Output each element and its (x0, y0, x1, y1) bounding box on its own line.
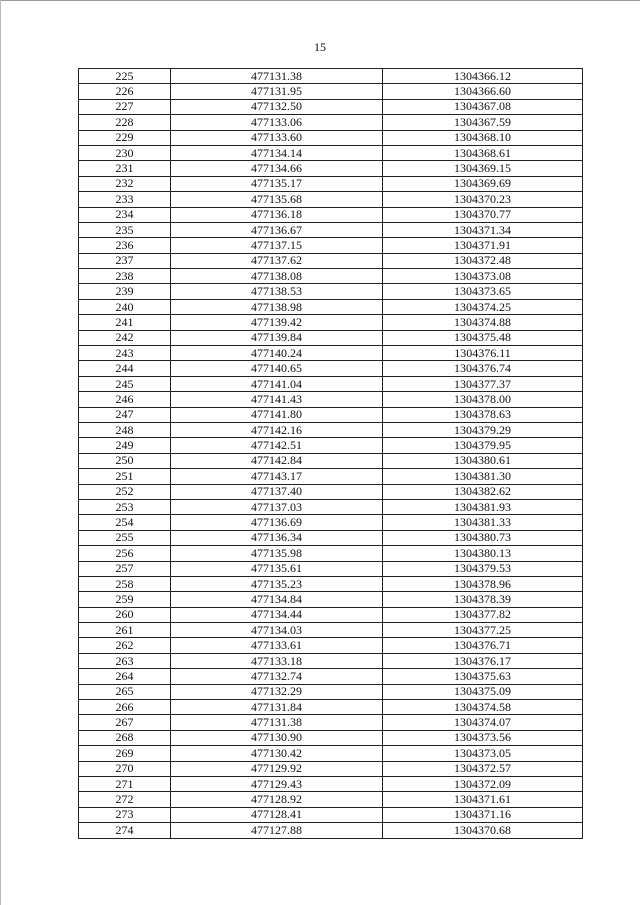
y-coordinate-cell: 1304367.59 (383, 115, 583, 130)
point-number-cell: 237 (79, 253, 171, 268)
table-row (79, 176, 583, 191)
table-row (79, 561, 583, 576)
point-number-cell: 272 (79, 792, 171, 807)
y-coordinate-cell: 1304382.62 (383, 484, 583, 499)
x-coordinate-cell: 477131.95 (171, 84, 383, 99)
point-number-cell: 255 (79, 530, 171, 545)
x-coordinate-cell: 477129.43 (171, 776, 383, 791)
table-row (79, 438, 583, 453)
point-number-cell: 250 (79, 453, 171, 468)
table-row (79, 607, 583, 622)
x-coordinate-cell: 477136.69 (171, 515, 383, 530)
point-number-cell: 245 (79, 376, 171, 391)
point-number-cell: 226 (79, 84, 171, 99)
y-coordinate-cell: 1304381.33 (383, 515, 583, 530)
x-coordinate-cell: 477132.50 (171, 99, 383, 114)
x-coordinate-cell: 477135.23 (171, 576, 383, 591)
y-coordinate-cell: 1304370.68 (383, 823, 583, 838)
point-number-cell: 271 (79, 776, 171, 791)
x-coordinate-cell: 477141.80 (171, 407, 383, 422)
y-coordinate-cell: 1304377.82 (383, 607, 583, 622)
y-coordinate-cell: 1304376.17 (383, 653, 583, 668)
x-coordinate-cell: 477132.74 (171, 669, 383, 684)
table-row (79, 253, 583, 268)
table-row (79, 407, 583, 422)
table-row (79, 115, 583, 130)
x-coordinate-cell: 477133.18 (171, 653, 383, 668)
point-number-cell: 253 (79, 499, 171, 514)
y-coordinate-cell: 1304373.65 (383, 284, 583, 299)
y-coordinate-cell: 1304380.13 (383, 546, 583, 561)
x-coordinate-cell: 477141.04 (171, 376, 383, 391)
x-coordinate-cell: 477130.90 (171, 730, 383, 745)
table-row (79, 376, 583, 391)
table-row (79, 99, 583, 114)
scan-edge-top (0, 0, 640, 1)
y-coordinate-cell: 1304374.58 (383, 700, 583, 715)
y-coordinate-cell: 1304371.91 (383, 238, 583, 253)
point-number-cell: 268 (79, 730, 171, 745)
table-row (79, 669, 583, 684)
point-number-cell: 238 (79, 269, 171, 284)
y-coordinate-cell: 1304375.63 (383, 669, 583, 684)
y-coordinate-cell: 1304379.29 (383, 422, 583, 437)
x-coordinate-cell: 477140.24 (171, 346, 383, 361)
x-coordinate-cell: 477135.68 (171, 192, 383, 207)
y-coordinate-cell: 1304381.93 (383, 499, 583, 514)
x-coordinate-cell: 477128.92 (171, 792, 383, 807)
table-row (79, 653, 583, 668)
coordinates-table (78, 68, 583, 839)
x-coordinate-cell: 477135.98 (171, 546, 383, 561)
table-row (79, 499, 583, 514)
y-coordinate-cell: 1304366.12 (383, 69, 583, 84)
table-row (79, 315, 583, 330)
point-number-cell: 241 (79, 315, 171, 330)
x-coordinate-cell: 477127.88 (171, 823, 383, 838)
y-coordinate-cell: 1304378.00 (383, 392, 583, 407)
y-coordinate-cell: 1304368.10 (383, 130, 583, 145)
x-coordinate-cell: 477129.92 (171, 761, 383, 776)
table-row (79, 222, 583, 237)
x-coordinate-cell: 477138.98 (171, 299, 383, 314)
y-coordinate-cell: 1304378.96 (383, 576, 583, 591)
point-number-cell: 225 (79, 69, 171, 84)
y-coordinate-cell: 1304371.34 (383, 222, 583, 237)
point-number-cell: 235 (79, 222, 171, 237)
table-row (79, 776, 583, 791)
point-number-cell: 267 (79, 715, 171, 730)
x-coordinate-cell: 477139.84 (171, 330, 383, 345)
table-row (79, 515, 583, 530)
x-coordinate-cell: 477136.34 (171, 530, 383, 545)
x-coordinate-cell: 477134.03 (171, 623, 383, 638)
point-number-cell: 236 (79, 238, 171, 253)
y-coordinate-cell: 1304379.53 (383, 561, 583, 576)
x-coordinate-cell: 477133.06 (171, 115, 383, 130)
x-coordinate-cell: 477138.08 (171, 269, 383, 284)
point-number-cell: 274 (79, 823, 171, 838)
table-row (79, 238, 583, 253)
table-row (79, 299, 583, 314)
y-coordinate-cell: 1304375.09 (383, 684, 583, 699)
x-coordinate-cell: 477134.84 (171, 592, 383, 607)
point-number-cell: 227 (79, 99, 171, 114)
y-coordinate-cell: 1304367.08 (383, 99, 583, 114)
table-row (79, 592, 583, 607)
point-number-cell: 244 (79, 361, 171, 376)
y-coordinate-cell: 1304373.08 (383, 269, 583, 284)
table-row (79, 761, 583, 776)
table-row (79, 730, 583, 745)
y-coordinate-cell: 1304371.61 (383, 792, 583, 807)
table-row (79, 269, 583, 284)
table-row (79, 207, 583, 222)
table-row (79, 623, 583, 638)
table-row (79, 84, 583, 99)
table-row (79, 145, 583, 160)
point-number-cell: 259 (79, 592, 171, 607)
y-coordinate-cell: 1304373.05 (383, 746, 583, 761)
y-coordinate-cell: 1304376.74 (383, 361, 583, 376)
x-coordinate-cell: 477133.61 (171, 638, 383, 653)
point-number-cell: 243 (79, 346, 171, 361)
y-coordinate-cell: 1304372.48 (383, 253, 583, 268)
y-coordinate-cell: 1304378.39 (383, 592, 583, 607)
point-number-cell: 249 (79, 438, 171, 453)
table-row (79, 330, 583, 345)
x-coordinate-cell: 477135.61 (171, 561, 383, 576)
point-number-cell: 263 (79, 653, 171, 668)
x-coordinate-cell: 477137.03 (171, 499, 383, 514)
point-number-cell: 273 (79, 807, 171, 822)
table-row (79, 392, 583, 407)
point-number-cell: 261 (79, 623, 171, 638)
scan-edge-left (0, 0, 1, 905)
table-row (79, 715, 583, 730)
y-coordinate-cell: 1304376.71 (383, 638, 583, 653)
x-coordinate-cell: 477142.51 (171, 438, 383, 453)
point-number-cell: 247 (79, 407, 171, 422)
table-row (79, 346, 583, 361)
y-coordinate-cell: 1304371.16 (383, 807, 583, 822)
point-number-cell: 234 (79, 207, 171, 222)
table-row (79, 746, 583, 761)
y-coordinate-cell: 1304369.15 (383, 161, 583, 176)
y-coordinate-cell: 1304379.95 (383, 438, 583, 453)
x-coordinate-cell: 477137.40 (171, 484, 383, 499)
x-coordinate-cell: 477134.14 (171, 145, 383, 160)
y-coordinate-cell: 1304372.09 (383, 776, 583, 791)
y-coordinate-cell: 1304370.77 (383, 207, 583, 222)
table-row (79, 546, 583, 561)
point-number-cell: 232 (79, 176, 171, 191)
table-row (79, 69, 583, 84)
x-coordinate-cell: 477134.44 (171, 607, 383, 622)
x-coordinate-cell: 477142.84 (171, 453, 383, 468)
point-number-cell: 257 (79, 561, 171, 576)
y-coordinate-cell: 1304369.69 (383, 176, 583, 191)
x-coordinate-cell: 477136.67 (171, 222, 383, 237)
x-coordinate-cell: 477131.38 (171, 69, 383, 84)
y-coordinate-cell: 1304373.56 (383, 730, 583, 745)
x-coordinate-cell: 477142.16 (171, 422, 383, 437)
table-row (79, 130, 583, 145)
x-coordinate-cell: 477140.65 (171, 361, 383, 376)
table-row (79, 530, 583, 545)
point-number-cell: 230 (79, 145, 171, 160)
point-number-cell: 233 (79, 192, 171, 207)
point-number-cell: 264 (79, 669, 171, 684)
x-coordinate-cell: 477143.17 (171, 469, 383, 484)
y-coordinate-cell: 1304375.48 (383, 330, 583, 345)
y-coordinate-cell: 1304380.73 (383, 530, 583, 545)
table-row (79, 192, 583, 207)
y-coordinate-cell: 1304370.23 (383, 192, 583, 207)
point-number-cell: 228 (79, 115, 171, 130)
x-coordinate-cell: 477133.60 (171, 130, 383, 145)
y-coordinate-cell: 1304374.07 (383, 715, 583, 730)
y-coordinate-cell: 1304376.11 (383, 346, 583, 361)
x-coordinate-cell: 477138.53 (171, 284, 383, 299)
point-number-cell: 266 (79, 700, 171, 715)
point-number-cell: 265 (79, 684, 171, 699)
y-coordinate-cell: 1304368.61 (383, 145, 583, 160)
table-row (79, 453, 583, 468)
y-coordinate-cell: 1304381.30 (383, 469, 583, 484)
table-row (79, 484, 583, 499)
x-coordinate-cell: 477137.62 (171, 253, 383, 268)
table-row (79, 576, 583, 591)
point-number-cell: 258 (79, 576, 171, 591)
point-number-cell: 252 (79, 484, 171, 499)
point-number-cell: 231 (79, 161, 171, 176)
x-coordinate-cell: 477128.41 (171, 807, 383, 822)
point-number-cell: 269 (79, 746, 171, 761)
point-number-cell: 242 (79, 330, 171, 345)
x-coordinate-cell: 477135.17 (171, 176, 383, 191)
x-coordinate-cell: 477131.84 (171, 700, 383, 715)
y-coordinate-cell: 1304378.63 (383, 407, 583, 422)
x-coordinate-cell: 477141.43 (171, 392, 383, 407)
x-coordinate-cell: 477139.42 (171, 315, 383, 330)
point-number-cell: 260 (79, 607, 171, 622)
point-number-cell: 248 (79, 422, 171, 437)
x-coordinate-cell: 477130.42 (171, 746, 383, 761)
x-coordinate-cell: 477137.15 (171, 238, 383, 253)
y-coordinate-cell: 1304374.88 (383, 315, 583, 330)
table-row (79, 284, 583, 299)
table-row (79, 807, 583, 822)
point-number-cell: 251 (79, 469, 171, 484)
point-number-cell: 270 (79, 761, 171, 776)
coordinates-table-body (79, 69, 583, 839)
table-row (79, 684, 583, 699)
point-number-cell: 254 (79, 515, 171, 530)
point-number-cell: 256 (79, 546, 171, 561)
x-coordinate-cell: 477132.29 (171, 684, 383, 699)
table-row (79, 361, 583, 376)
point-number-cell: 229 (79, 130, 171, 145)
point-number-cell: 262 (79, 638, 171, 653)
y-coordinate-cell: 1304377.25 (383, 623, 583, 638)
y-coordinate-cell: 1304380.61 (383, 453, 583, 468)
table-row (79, 700, 583, 715)
table-row (79, 823, 583, 838)
table-row (79, 161, 583, 176)
y-coordinate-cell: 1304377.37 (383, 376, 583, 391)
x-coordinate-cell: 477134.66 (171, 161, 383, 176)
table-row (79, 638, 583, 653)
point-number-cell: 246 (79, 392, 171, 407)
table-row (79, 469, 583, 484)
table-row (79, 792, 583, 807)
y-coordinate-cell: 1304374.25 (383, 299, 583, 314)
y-coordinate-cell: 1304366.60 (383, 84, 583, 99)
point-number-cell: 239 (79, 284, 171, 299)
point-number-cell: 240 (79, 299, 171, 314)
y-coordinate-cell: 1304372.57 (383, 761, 583, 776)
x-coordinate-cell: 477131.38 (171, 715, 383, 730)
page-number: 15 (314, 40, 326, 54)
table-row (79, 422, 583, 437)
x-coordinate-cell: 477136.18 (171, 207, 383, 222)
